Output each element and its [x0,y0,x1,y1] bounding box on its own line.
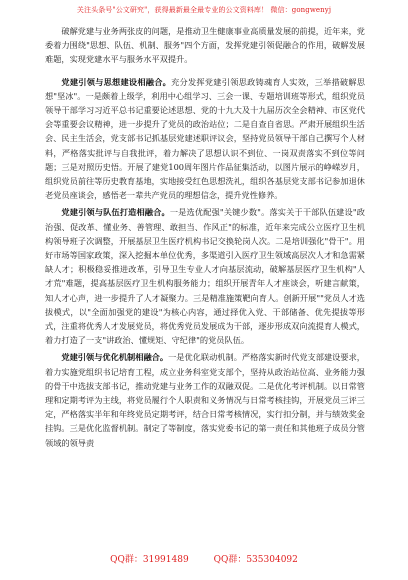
paragraph-lead: 党建引领与思想建设相融合。 [61,76,172,87]
document-body [45,24,365,453]
footer-qq-group-2: QQ群：535304092 [213,555,298,565]
paragraph-text: 充分发挥党建引领思政铸魂育人实效，三举措破解思想"坚冰"。一是颇着上级学，利用中心组学习、三会一课、专题培训班等形式，组织党员领导干部学习习近平总书记重要论述思想、党的十九大及十九届历次全会精神、市区党代会等重要会议精神，进一步提升了党员的政治站位；二是自查自省思。严肃开展组织生活会、民主生活会，党支部书记抓基层党建述职评议会，坚持党员领导干部自己撰写个人材料，严格落实批评与自我批评，着力解决了思想认识不到位、一岗双责落实不到位等问题；三是对照历史悟。开展了建党100周年图片作品征集活动，以图片展示的峥嵘岁月，组织党员前往等历史教育基地，实地接受红色思想洗礼，组织各基层党支部书记参加退休老党员座谈会，感悟老一辈共产党员的理想信念，提升党性修养。 [45,76,365,201]
paragraph-lead: 党建引领与队伍打造相融合。 [61,207,170,218]
page-footer [0,552,408,565]
intro-paragraph [45,24,365,67]
paragraph-text: 一是选优配强"关键少数"。落实关于干部队伍建设"政治强、促改革、懂业务、善管理、敢担当、作风正"的标准，近年来完成公立医疗卫生机构领导班子次调整，开展基层卫生医疗机构书记交换轮岗人次。二是培训强化"骨干"。用好市场等国家政策，深入挖掘本单位优秀，多渠道引入医疗卫生领域高层次人才和急需紧缺人才；积极稳妥推进改革，引导卫生专业人才向基层流动，破解基层医疗卫生机构"人才荒"难题，提高基层医疗卫生机构服务能力；组织开展青年人才座谈会，听建言献策，知人才心声，进一步提升了人才凝聚力。三是精准施策靶向育人。创新开展""党员人才选拔模式，以"全面加强党的建设"为核心内容，通过择优入党、干部储备、优先提拔等形式，注重将优秀人才发展党员，将优秀党员发展成为干部，逐步形成双向流提育人模式，着力打造了一支"讲政治、懂规矩、守纪律"的党员队伍。 [45,207,365,346]
paragraph-lead: 党建引领与优化机制相融合。 [61,352,169,363]
paragraph-text: 一是优化联动机制。严格落实新时代党支部建设要求，着力实施党组织书记培育工程，成立业务科室党支部个，坚持从政治站位高、业务能力强的骨干中选拔支部书记，推动党建与业务工作的双融双促。二是优化考评机制。以日常管理和定期考评为主线，将党员履行个人职责和义务情况与日常考核挂钩，开展党员三评三定，严格落实半年和年终党员定期考评，结合日常考核情况，实行扣分制，并与绩效奖金挂钩。三是优化监督机制。制定了等制度，落实党委书记的第一责任和其他班子成员分管领域的领导责 [45,352,365,448]
promo-banner: 关注头条号"公文研究"，获得最新最全最专业的公文资料库！ 微信：gongwenyj [76,6,332,14]
paragraph-text: 破解党建与业务两张皮的问题，是推动卫生健康事业高质量发展的前提，近年来，党委着力围绕"思想、队伍、机制、服务"四个方面，发挥党建引领促融合的作用，破解发展难题，实现党建水平与服务水平双提升。 [45,26,365,65]
footer-qq-group-1: QQ群：31991489 [110,555,189,565]
paragraph-mechanism [45,350,365,449]
paragraph-thought-building [45,75,365,203]
paragraph-team-building [45,205,365,347]
